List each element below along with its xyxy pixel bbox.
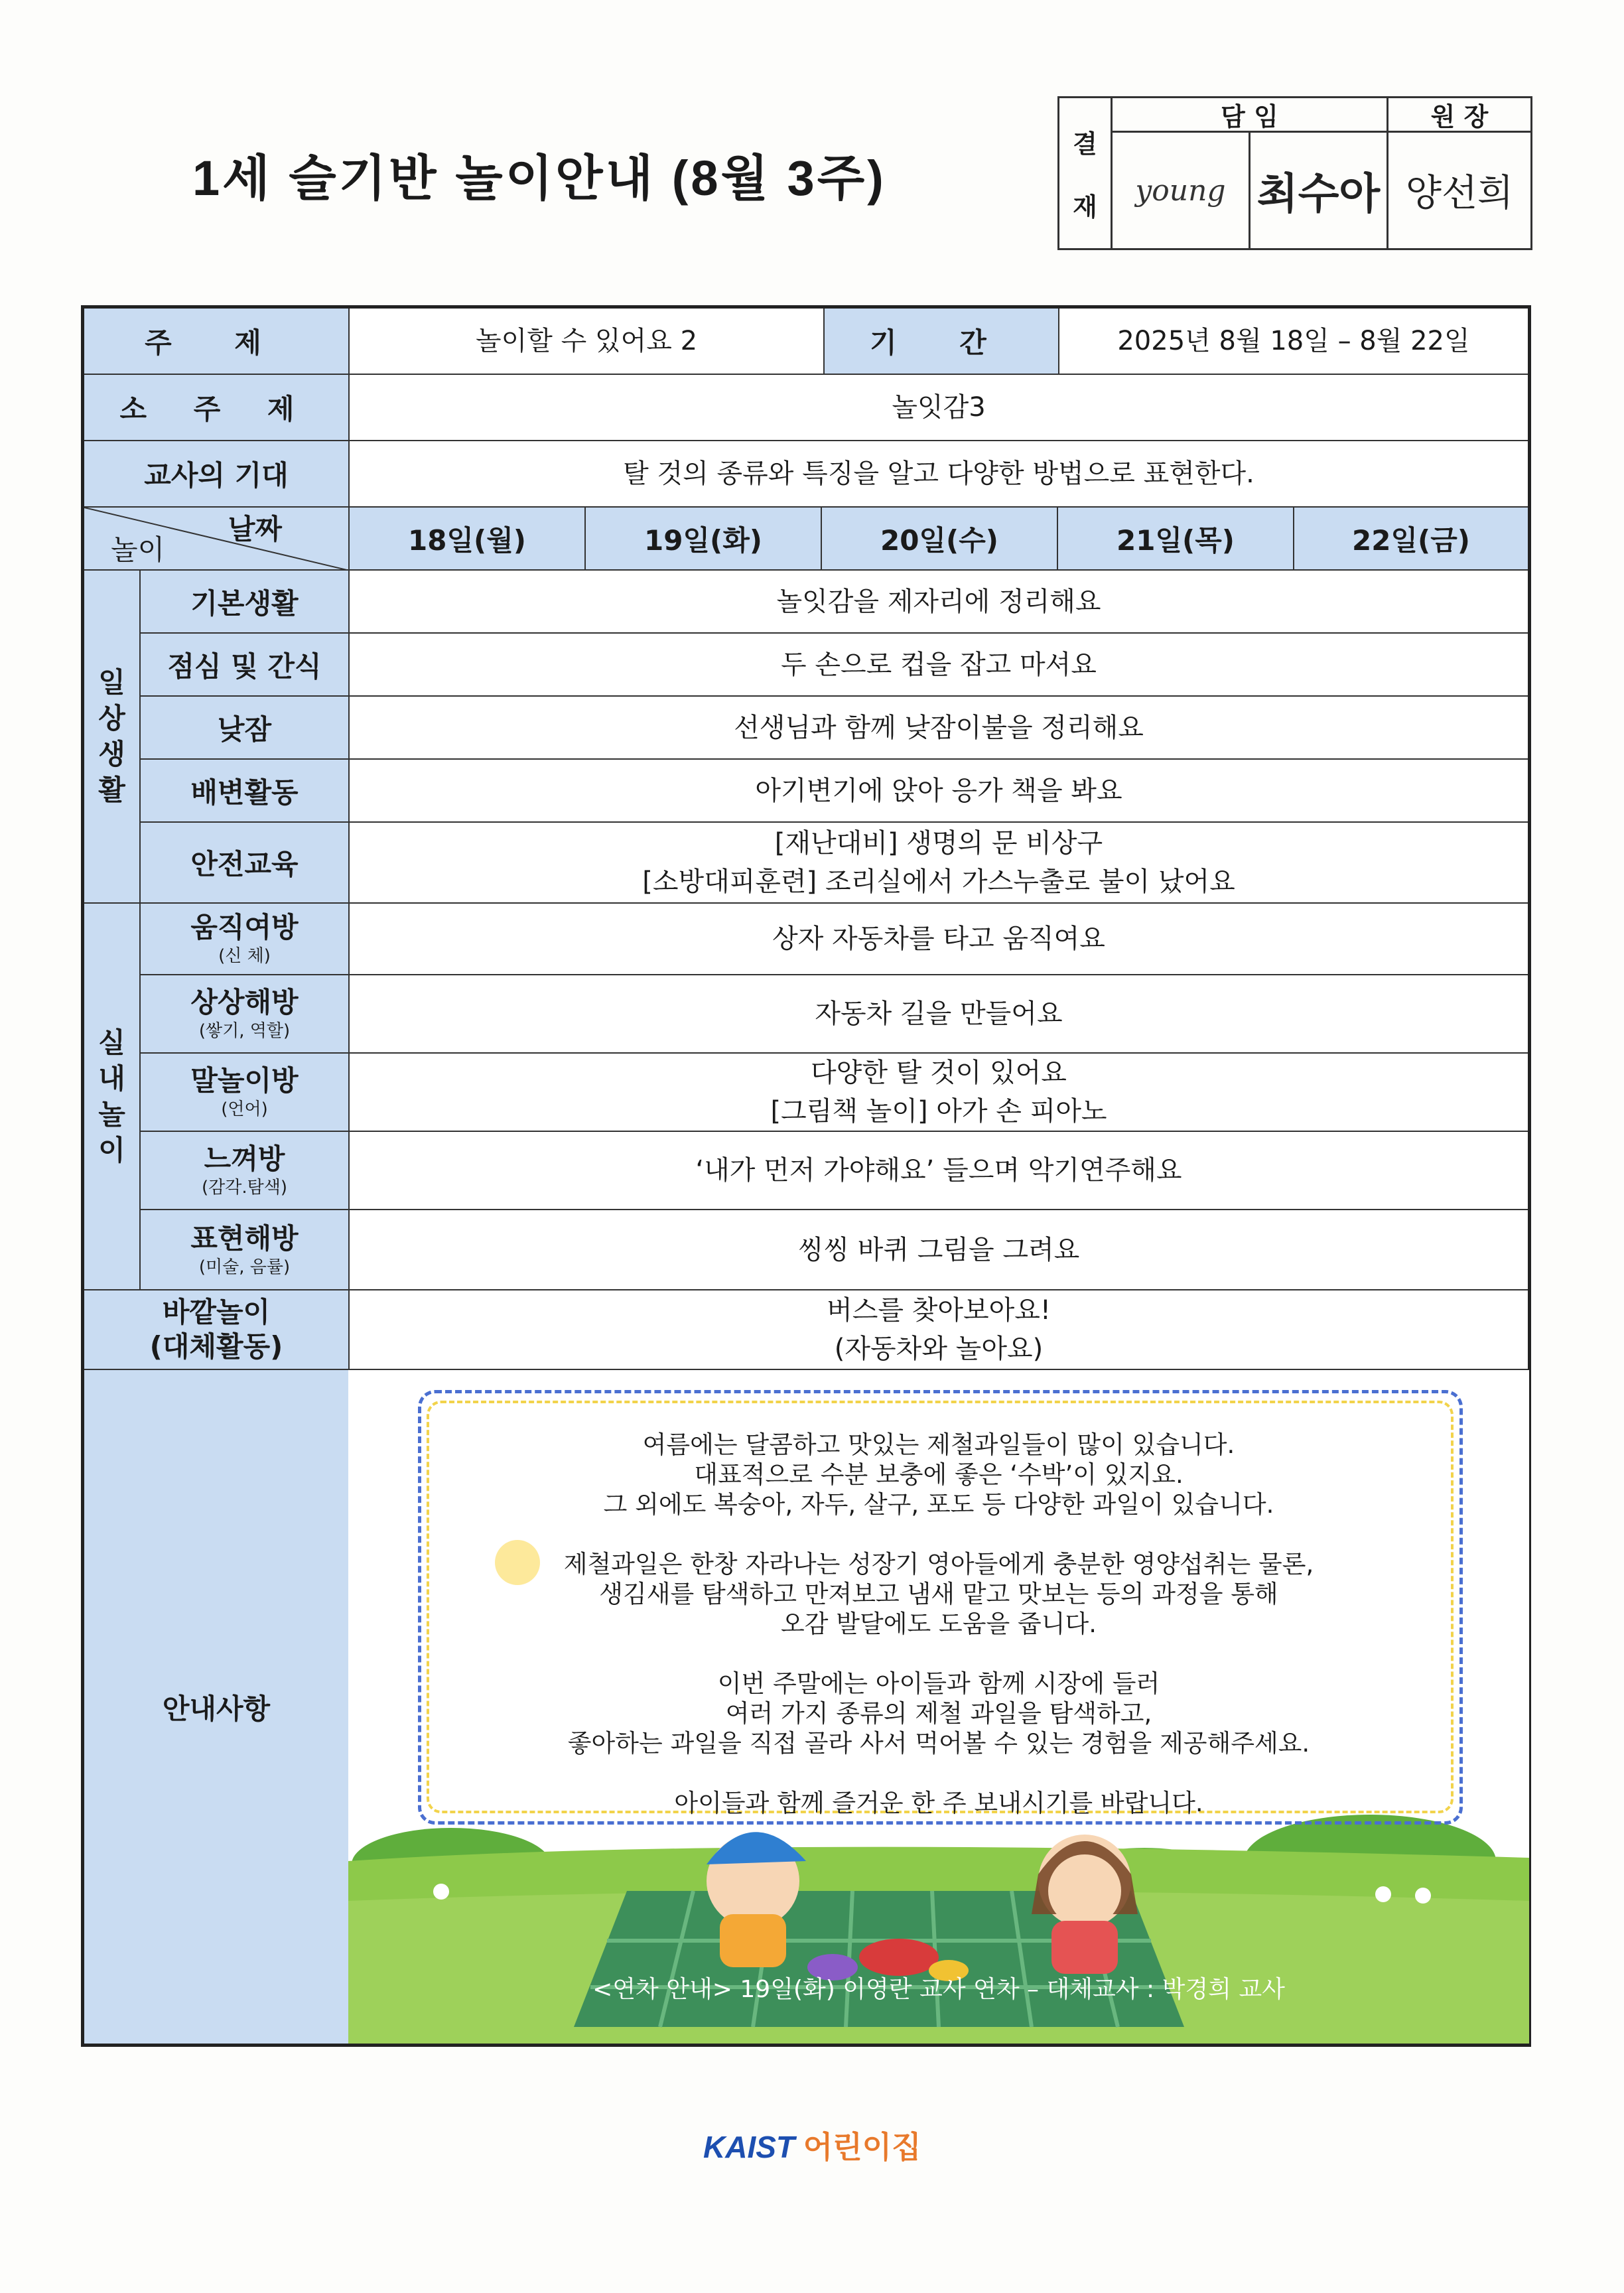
outdoor-play-value	[350, 1290, 1528, 1370]
imagination-room-title: 상상해방	[190, 986, 299, 1018]
date-play-corner	[84, 508, 350, 571]
language-room-sub: (언어)	[221, 1099, 268, 1119]
expression-room-value	[350, 1210, 1528, 1290]
notice-line: 대표적으로 수분 보충에 좋은 ‘수박’이 있지요.	[694, 1460, 1184, 1489]
outdoor-play-label	[84, 1290, 350, 1370]
imagination-room-value	[350, 975, 1528, 1054]
sensory-room-title: 느껴방	[204, 1143, 285, 1175]
director-label: 원 장	[1388, 98, 1530, 133]
indoor-char-3: 놀	[98, 1097, 125, 1131]
notice-text	[441, 1430, 1436, 1848]
logo-daycare-text: 어린이집	[803, 2130, 921, 2164]
imagination-room-sub: (쌓기, 역할)	[198, 1021, 291, 1041]
outdoor-play-value-line-1: 버스를 찾아보아요!	[827, 1295, 1051, 1326]
daily-life-char-1: 일	[98, 666, 125, 699]
corner-date-label: 날짜	[228, 513, 282, 545]
daily-life-char-2: 상	[98, 702, 125, 734]
expression-room-label	[141, 1210, 350, 1290]
safety-label: 안전교육	[141, 823, 350, 904]
imagination-room-label	[141, 975, 350, 1054]
outdoor-play-label-line-1: 바깥놀이	[162, 1296, 271, 1328]
safety-value	[350, 823, 1528, 904]
day-header-fri: 22일(금)	[1294, 508, 1528, 571]
safety-value-line-1: [재난대비] 생명의 문 비상구	[774, 828, 1103, 859]
toilet-value: 아기변기에 앉아 응가 책을 봐요	[350, 760, 1528, 823]
outdoor-play-label-line-2: (대체활동)	[149, 1330, 283, 1363]
homeroom-label: 담 임	[1113, 98, 1388, 133]
movement-room-label	[141, 904, 350, 975]
notice-line: 여러 가지 종류의 제철 과일을 탐색하고,	[725, 1699, 1152, 1728]
kaist-daycare-logo	[703, 2123, 921, 2167]
leave-notice: <연차 안내> 19일(화) 이영란 교사 연차 – 대체교사 : 박경희 교사	[592, 1976, 1285, 2003]
day-header-tue: 19일(화)	[586, 508, 822, 571]
notice-paragraph-2	[441, 1549, 1436, 1639]
notice-area	[348, 1370, 1529, 2044]
subtheme-label	[84, 375, 350, 441]
notice-paragraph-4	[441, 1788, 1436, 1818]
movement-room-sub: (신 체)	[218, 946, 271, 966]
expectation-label: 교사의 기대	[84, 441, 350, 508]
approval-side-label	[1059, 98, 1113, 248]
meal-snack-label: 점심 및 간식	[141, 634, 350, 697]
notice-line: 아이들과 함께 즐거운 한 주 보내시기를 바랍니다.	[674, 1789, 1203, 1817]
theme-label-text: 주 제	[145, 326, 288, 359]
notice-line: 오감 발달에도 도움을 줍니다.	[781, 1610, 1097, 1638]
notice-label: 안내사항	[84, 1370, 350, 2044]
signature-director: 양선희	[1405, 172, 1514, 215]
signature-teacher-1: young	[1113, 133, 1251, 248]
period-label	[825, 309, 1059, 375]
expression-room-sub: (미술, 음률)	[198, 1257, 291, 1277]
meal-snack-value: 두 손으로 컵을 잡고 마셔요	[350, 634, 1528, 697]
basic-life-value: 놀잇감을 제자리에 정리해요	[350, 571, 1528, 634]
language-room-value	[350, 1054, 1528, 1132]
approval-side-label-1: 결	[1073, 129, 1097, 159]
notice-line: 그 외에도 복숭아, 자두, 살구, 포도 등 다양한 과일이 있습니다.	[603, 1490, 1274, 1519]
language-room-value-line-2: [그림책 놀이] 아가 손 피아노	[770, 1096, 1107, 1127]
signature-teacher-2: 최수아	[1251, 133, 1388, 248]
sensory-room-sub: (감각.탐색)	[201, 1178, 288, 1198]
indoor-char-1: 실	[98, 1026, 125, 1059]
language-room-title: 말놀이방	[190, 1064, 299, 1097]
theme-value: 놀이할 수 있어요 2	[350, 309, 825, 375]
daily-life-char-4: 활	[98, 774, 125, 806]
toilet-label: 배변활동	[141, 760, 350, 823]
notice-line: 이번 주말에는 아이들과 함께 시장에 들러	[717, 1669, 1160, 1698]
nap-label: 낮잠	[141, 697, 350, 760]
movement-room-value-text: 상자 자동차를 타고 움직여요	[772, 924, 1105, 954]
notice-line: 좋아하는 과일을 직접 골라 사서 먹어볼 수 있는 경험을 제공해주세요.	[567, 1729, 1310, 1758]
period-label-text: 기 간	[870, 326, 1013, 359]
notice-line: 제철과일은 한창 자라나는 성장기 영아들에게 충분한 영양섭취는 물론,	[563, 1550, 1314, 1578]
imagination-room-value-text: 자동차 길을 만들어요	[815, 999, 1063, 1029]
subtheme-value: 놀잇감3	[350, 375, 1528, 441]
sensory-room-value	[350, 1132, 1528, 1210]
logo-kaist-text: KAIST	[703, 2130, 795, 2164]
expectation-value: 탈 것의 종류와 특징을 알고 다양한 방법으로 표현한다.	[350, 441, 1528, 508]
outdoor-play-value-line-2: (자동차와 놀아요)	[834, 1334, 1044, 1364]
language-room-label	[141, 1054, 350, 1132]
sensory-room-value-text: ‘내가 먼저 가야해요’ 들으며 악기연주해요	[695, 1155, 1182, 1186]
daily-life-group-label	[84, 571, 141, 904]
page-title: 1세 슬기반 놀이안내 (8월 3주)	[192, 151, 886, 206]
day-header-wed: 20일(수)	[822, 508, 1058, 571]
indoor-char-2: 내	[98, 1062, 125, 1095]
notice-line: 생김새를 탐색하고 만져보고 냄새 맡고 맛보는 등의 과정을 통해	[599, 1580, 1278, 1608]
day-header-thu: 21일(목)	[1058, 508, 1294, 571]
movement-room-title: 움직여방	[190, 911, 299, 943]
indoor-char-4: 이	[98, 1133, 125, 1166]
expression-room-value-text: 씽씽 바퀴 그림을 그려요	[797, 1234, 1080, 1265]
language-room-value-line-1: 다양한 탈 것이 있어요	[811, 1058, 1067, 1088]
basic-life-label: 기본생활	[141, 571, 350, 634]
day-header-mon: 18일(월)	[350, 508, 586, 571]
approval-box	[1057, 96, 1532, 250]
corner-play-label: 놀이	[111, 533, 165, 566]
period-value: 2025년 8월 18일 – 8월 22일	[1059, 309, 1528, 375]
safety-value-line-2: [소방대피훈련] 조리실에서 가스누출로 불이 났어요	[642, 867, 1235, 897]
subtheme-label-text: 소 주 제	[119, 393, 313, 425]
daily-life-char-3: 생	[98, 738, 125, 770]
notice-line: 여름에는 달콤하고 맛있는 제철과일들이 많이 있습니다.	[642, 1430, 1235, 1459]
indoor-play-group-label	[84, 904, 141, 1290]
notice-paragraph-1	[441, 1430, 1436, 1519]
theme-label	[84, 309, 350, 375]
nap-value: 선생님과 함께 낮잠이불을 정리해요	[350, 697, 1528, 760]
approval-side-label-2: 재	[1073, 192, 1097, 222]
expression-room-title: 표현해방	[190, 1221, 299, 1255]
movement-room-value	[350, 904, 1528, 975]
sensory-room-label	[141, 1132, 350, 1210]
notice-paragraph-3	[441, 1669, 1436, 1758]
